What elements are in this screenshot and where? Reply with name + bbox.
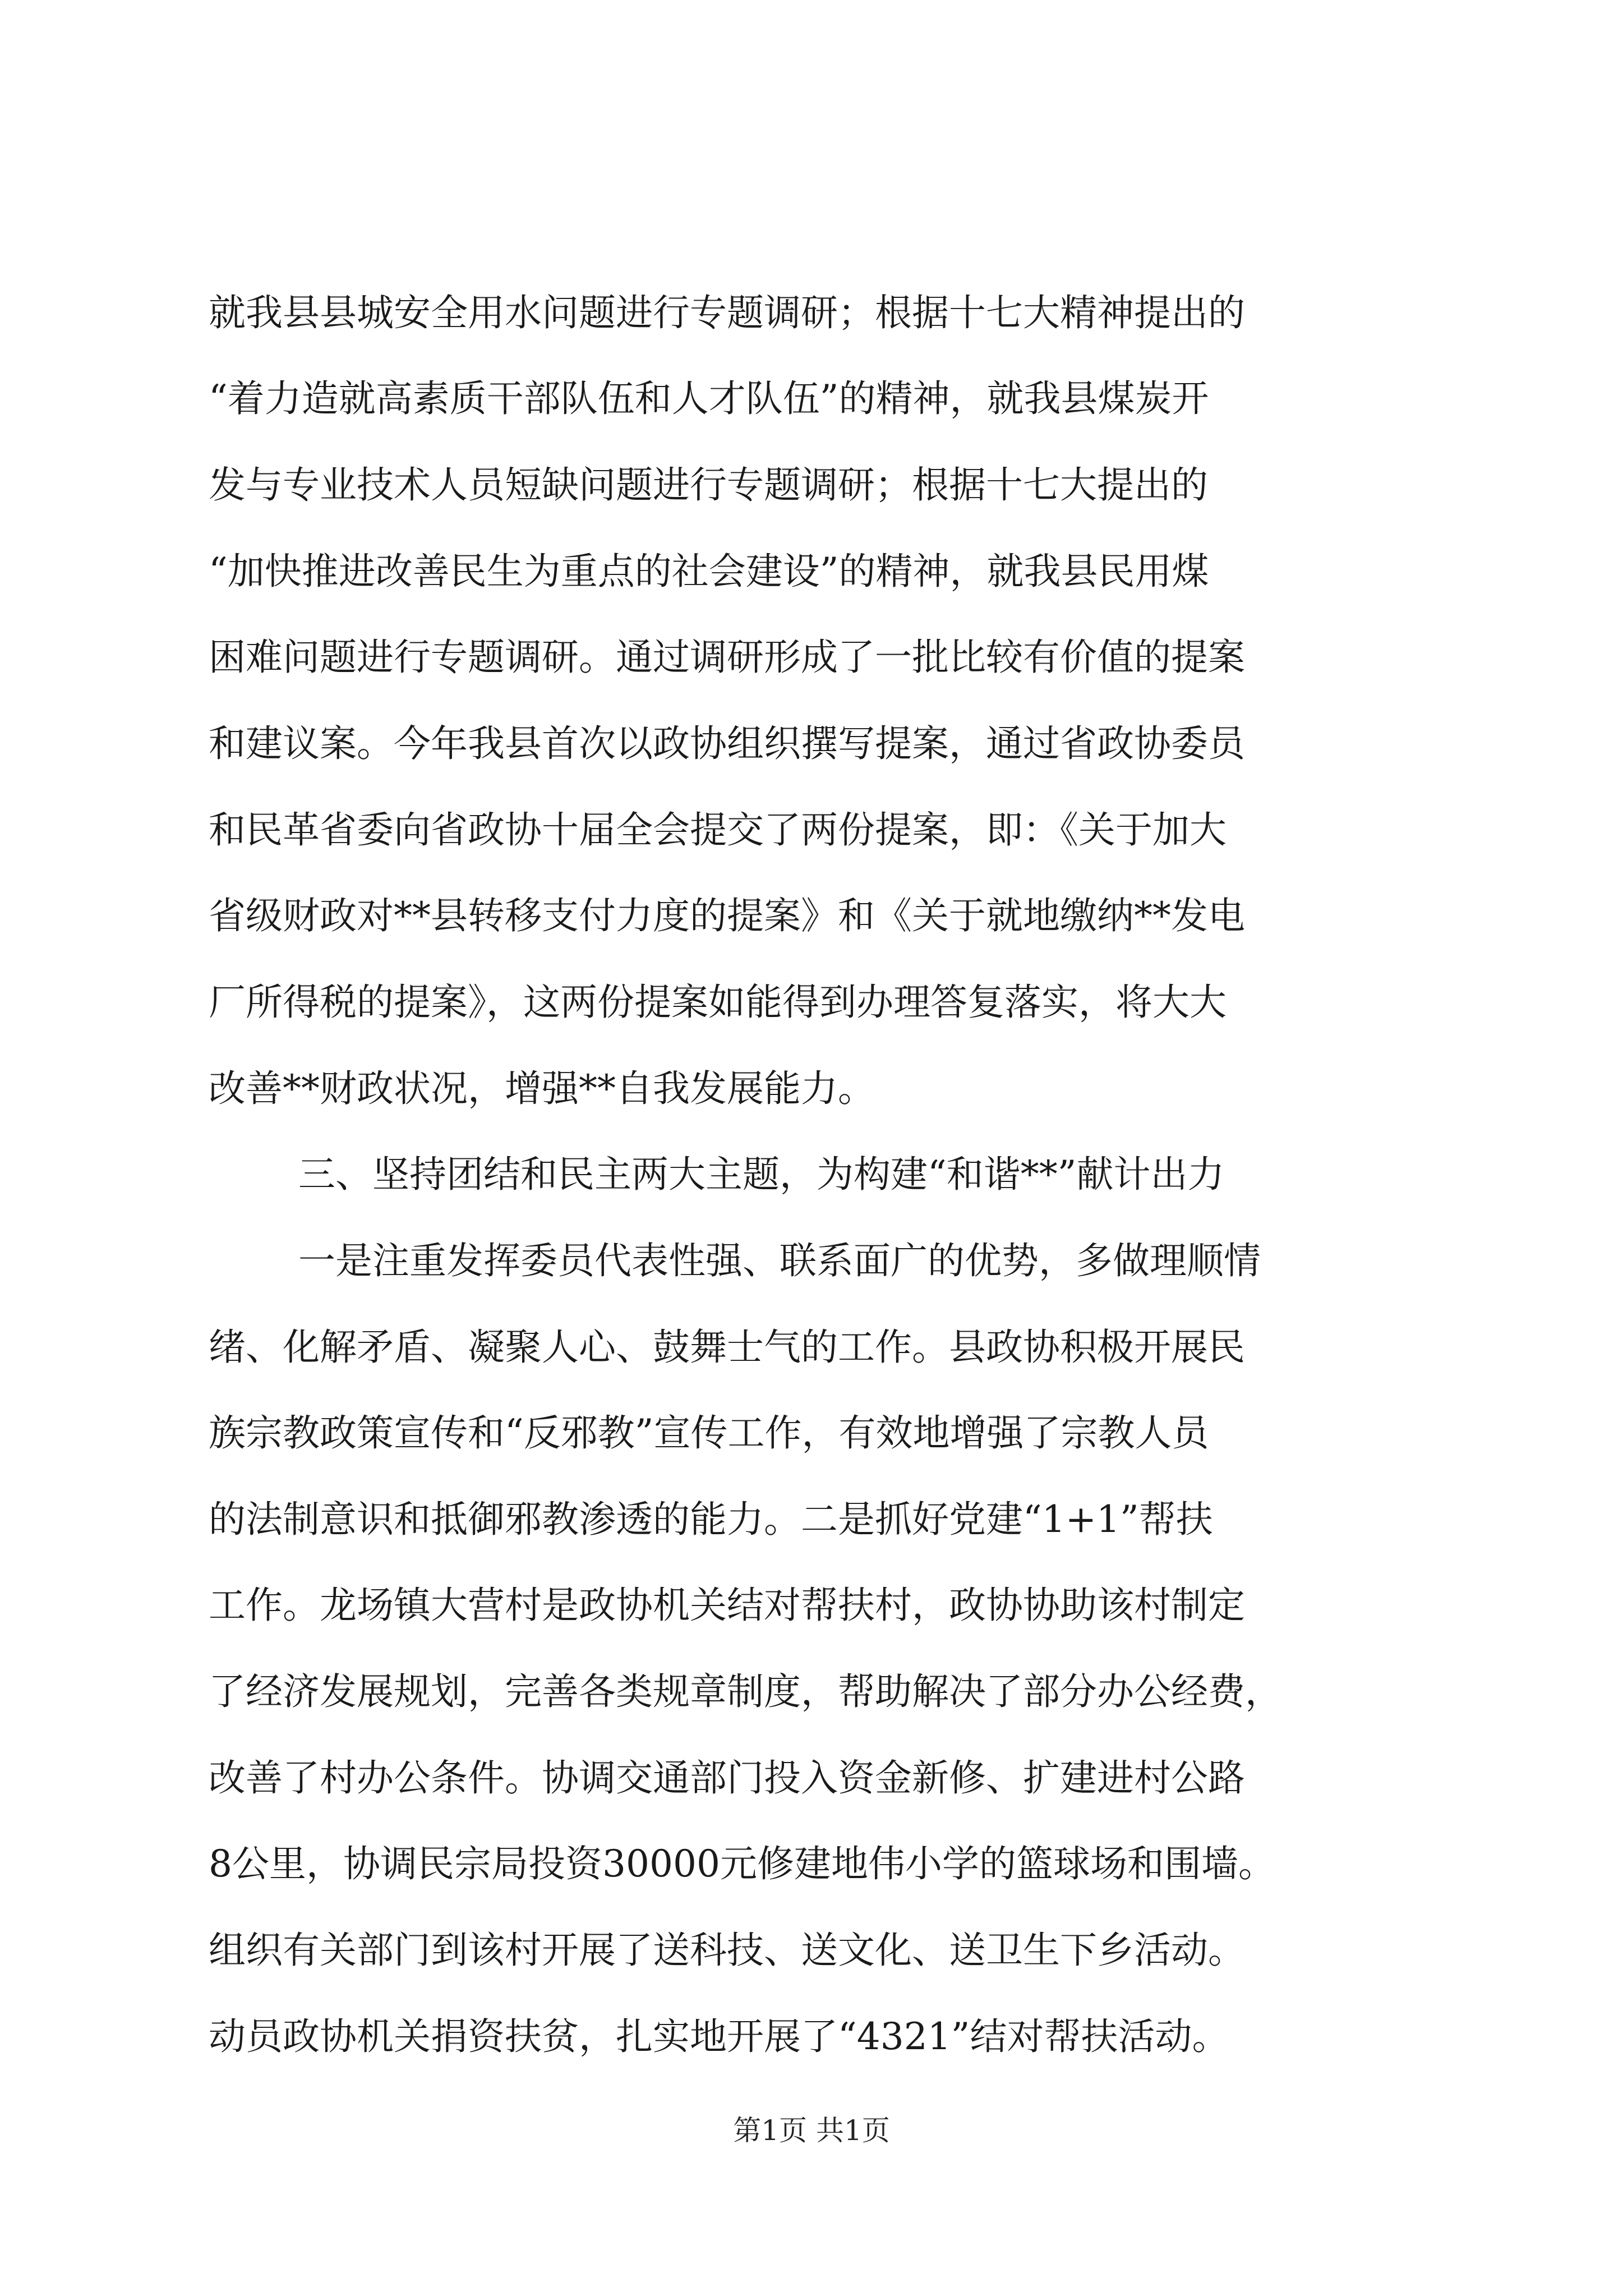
text-line bbox=[0, 457, 1623, 513]
line-text: 困难问题进行专题调研。通过调研形成了一批比较有价值的提案 bbox=[209, 636, 1245, 679]
line-text: “加快推进改善民生为重点的社会建设”的精神，就我县民用煤 bbox=[209, 550, 1209, 593]
text-line bbox=[0, 1922, 1623, 1978]
line-text: 省级财政对**县转移支付力度的提案》和《关于就地缴纳**发电 bbox=[209, 894, 1245, 937]
line-text: 就我县县城安全用水问题进行专题调研；根据十七大精神提出的 bbox=[209, 291, 1245, 334]
line-text: “着力造就高素质干部队伍和人才队伍”的精神，就我县煤炭开 bbox=[209, 377, 1209, 420]
line-text: 的法制意识和抵御邪教渗透的能力。二是抓好党建“1+1”帮扶 bbox=[209, 1498, 1213, 1541]
line-text: 8公里，协调民宗局投资30000元修建地伟小学的篮球场和围墙。 bbox=[209, 1842, 1275, 1885]
text-line bbox=[0, 1664, 1623, 1720]
section-heading bbox=[0, 1147, 1623, 1203]
text-line bbox=[0, 285, 1623, 341]
line-text: 改善了村办公条件。协调交通部门投入资金新修、扩建进村公路 bbox=[209, 1756, 1245, 1800]
line-text: 工作。龙场镇大营村是政协机关结对帮扶村，政协协助该村制定 bbox=[209, 1584, 1245, 1627]
line-text: 绪、化解矛盾、凝聚人心、鼓舞士气的工作。县政协积极开展民 bbox=[209, 1326, 1245, 1369]
text-line bbox=[0, 1577, 1623, 1634]
line-text: 了经济发展规划，完善各类规章制度，帮助解决了部分办公经费， bbox=[209, 1670, 1282, 1713]
line-text: 和建议案。今年我县首次以政协组织撰写提案，通过省政协委员 bbox=[209, 722, 1245, 765]
text-line bbox=[0, 716, 1623, 772]
text-line bbox=[0, 629, 1623, 685]
text-line bbox=[0, 371, 1623, 427]
line-text: 和民革省委向省政协十届全会提交了两份提案，即：《关于加大 bbox=[209, 808, 1227, 852]
line-text: 厂所得税的提案》，这两份提案如能得到办理答复落实，将大大 bbox=[209, 981, 1227, 1024]
text-line bbox=[0, 1061, 1623, 1117]
text-line bbox=[0, 974, 1623, 1030]
text-line bbox=[0, 1405, 1623, 1461]
line-text: 发与专业技术人员短缺问题进行专题调研；根据十七大提出的 bbox=[209, 463, 1208, 507]
text-line bbox=[0, 1836, 1623, 1892]
page-footer: 第1页 共1页 bbox=[733, 2114, 890, 2147]
text-line bbox=[0, 1492, 1623, 1548]
section-heading-text: 三、坚持团结和民主两大主题，为构建“和谐**”献计出力 bbox=[298, 1153, 1225, 1196]
text-line bbox=[0, 1750, 1623, 1806]
text-line bbox=[0, 802, 1623, 858]
text-line bbox=[0, 1233, 1623, 1289]
line-text: 组织有关部门到该村开展了送科技、送文化、送卫生下乡活动。 bbox=[209, 1929, 1245, 1972]
text-line bbox=[0, 2009, 1623, 2065]
line-text: 族宗教政策宣传和“反邪教”宣传工作，有效地增强了宗教人员 bbox=[209, 1411, 1209, 1455]
line-text: 动员政协机关捐资扶贫，扎实地开展了“4321”结对帮扶活动。 bbox=[209, 2015, 1229, 2058]
text-line bbox=[0, 888, 1623, 944]
text-line bbox=[0, 544, 1623, 600]
text-line bbox=[0, 1319, 1623, 1375]
line-text: 一是注重发挥委员代表性强、联系面广的优势，多做理顺情 bbox=[298, 1239, 1261, 1282]
line-text: 改善**财政状况，增强**自我发展能力。 bbox=[209, 1067, 875, 1110]
